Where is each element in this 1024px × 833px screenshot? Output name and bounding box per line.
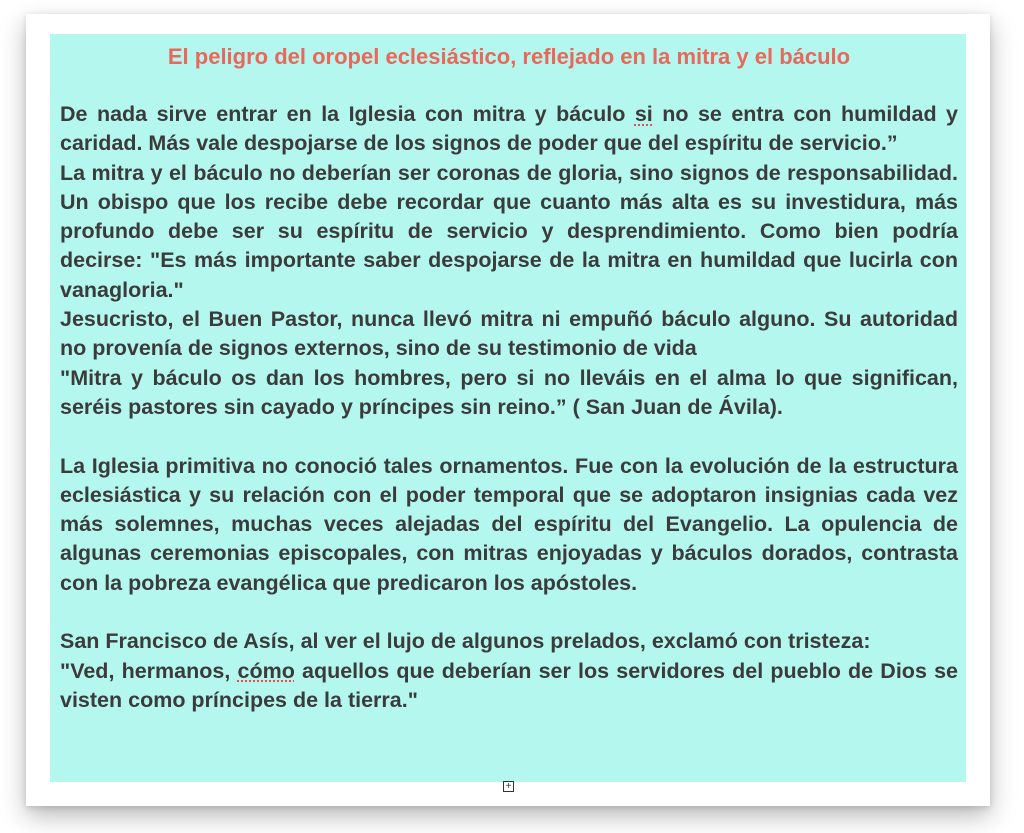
paragraph-3: Jesucristo, el Buen Pastor, nunca llevó mitra ni empuñó báculo alguno. Su autoridad no provenía de signos externos, sino de su testimonio de vida xyxy=(60,307,958,361)
document-title: El peligro del oropel eclesiástico, reflejado en la mitra y el báculo xyxy=(167,44,851,69)
bold-quote: "Es más importante saber despojarse de la mitra en humildad que lucirla con vanagloria." xyxy=(60,248,959,302)
bold-text: coronas de gloria xyxy=(436,160,617,185)
text-run: , sino xyxy=(616,160,680,185)
text-run: De nada sirve entrar en la Iglesia con mitra y báculo xyxy=(60,102,635,126)
bold-text: signos de responsabilidad xyxy=(679,160,953,185)
paragraph-6: San Francisco de Asís, al ver el lujo de algunos prelados, exclamó con tristeza: xyxy=(60,629,871,654)
paragraph-7 xyxy=(60,657,958,716)
text-run: aquellos que deberían ser los servidores del pueblo de Dios se visten como príncipes de la tierra." xyxy=(60,658,958,712)
paragraph-1 xyxy=(60,100,958,159)
text-run: . Un obispo que los recibe debe recordar que cuanto más alta es su investidura, más profundo debe ser su espíritu de servicio y desprendimiento. Como bien podría decirse: xyxy=(60,160,958,273)
misspelled-word[interactable]: si xyxy=(634,102,653,126)
text-run: La mitra y el báculo no deberían ser xyxy=(60,160,437,185)
paragraph-2 xyxy=(60,159,958,305)
blank-line xyxy=(60,422,958,451)
text-run: no se entra con humildad y caridad. Más vale despojarse de los signos de poder que del espíritu de servicio.” xyxy=(60,102,958,156)
blank-line xyxy=(60,598,958,627)
paragraph-4: "Mitra y báculo os dan los hombres, pero si no lleváis en el alma lo que significan, seréis pastores sin cayado y príncipes sin reino.” ( San Juan de Ávila). xyxy=(60,365,958,419)
text-run: "Ved, hermanos, xyxy=(60,658,238,683)
text-box[interactable] xyxy=(50,34,966,782)
misspelled-word[interactable]: cómo xyxy=(237,658,295,683)
paragraph-5: La Iglesia primitiva no conoció tales ornamentos. Fue con la evolución de la estructura eclesiástica y su relación con el poder temporal que se adoptaron insignias cada vez más solemnes, muchas veces alejadas del espíritu del Evangelio. La opulencia de algunas ceremonias episcopales, con mitras enjoyadas y báculos dorados, contrasta con la pobreza evangélica que predicaron los apóstoles. xyxy=(60,453,958,595)
add-row-handle-icon[interactable]: + xyxy=(503,781,514,792)
